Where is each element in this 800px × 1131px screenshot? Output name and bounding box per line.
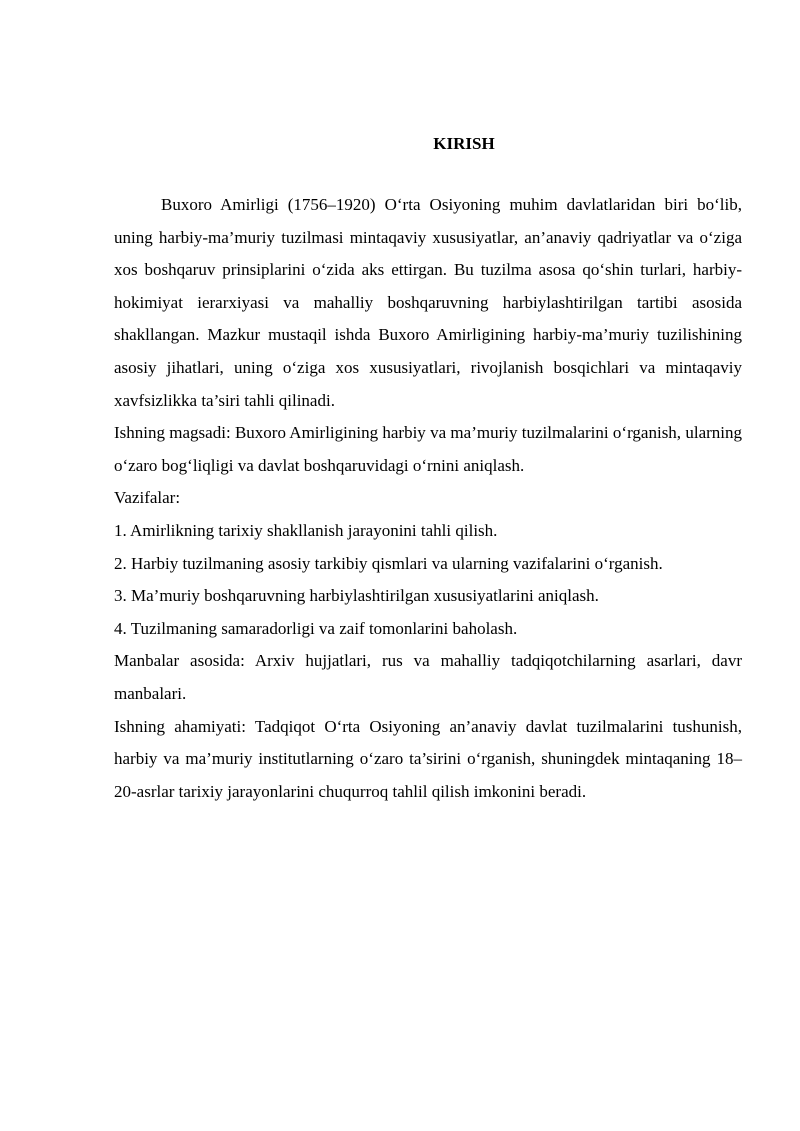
task-item-2: 2. Harbiy tuzilmaning asosiy tarkibiy qismlari va ularning vazifalarini o‘rganish. [114, 553, 663, 573]
task-item-1: 1. Amirlikning tarixiy shakllanish jarayonini tahli qilish. [114, 520, 498, 540]
significance-paragraph: Ishning ahamiyati: Tadqiqot O‘rta Osiyoning an’anaviy davlat tuzilmalarini tushunish, harbiy va ma’muriy institutlarning o‘zaro ta’sirini o‘rganish, shuningdek mintaqaning 18–20-asrlar tarixiy jarayonlarini chuqurroq tahlil qilish imkonini beradi. [114, 716, 742, 801]
page-title: KIRISH [433, 134, 495, 153]
task-item-3: 3. Ma’muriy boshqaruvning harbiylashtirilgan xususiyatlarini aniqlash. [114, 586, 599, 606]
goal-paragraph: Ishning magsadi: Buxoro Amirligining harbiy va ma’muriy tuzilmalarini o‘rganish, ularning o‘zaro bog‘liqligi va davlat boshqaruvidagi o‘rnini aniqlash. [114, 423, 742, 475]
tasks-label: Vazifalar: [114, 488, 181, 508]
task-item-4: 4. Tuzilmaning samaradorligi va zaif tomonlarini baholash. [114, 618, 518, 638]
intro-paragraph: Buxoro Amirligi (1756–1920) O‘rta Osiyoning muhim davlatlaridan biri bo‘lib, uning harbiy-ma’muriy tuzilmasi mintaqaviy xususiyatlar, an’anaviy qadriyatlar va o‘ziga xos boshqaruv prinsiplarini o‘zida aks ettirgan. Bu tuzilma asosa qo‘shin turlari, harbiy-hokimiyat ierarxiyasi va mahalliy boshqaruvning harbiylashtirilgan tartibi asosida shakllangan. Mazkur mustaqil ishda Buxoro Amirligining harbiy-ma’muriy tuzilishining asosiy jihatlari, uning o‘ziga xos xususiyatlari, rivojlanish bosqichlari va mintaqaviy xavfsizlikka ta’siri tahli qilinadi. [114, 195, 742, 410]
body-text [114, 189, 742, 808]
sources-paragraph: Manbalar asosida: Arxiv hujjatlari, rus va mahalliy tadqiqotchilarning asarlari, davr manbalari. [114, 651, 742, 703]
